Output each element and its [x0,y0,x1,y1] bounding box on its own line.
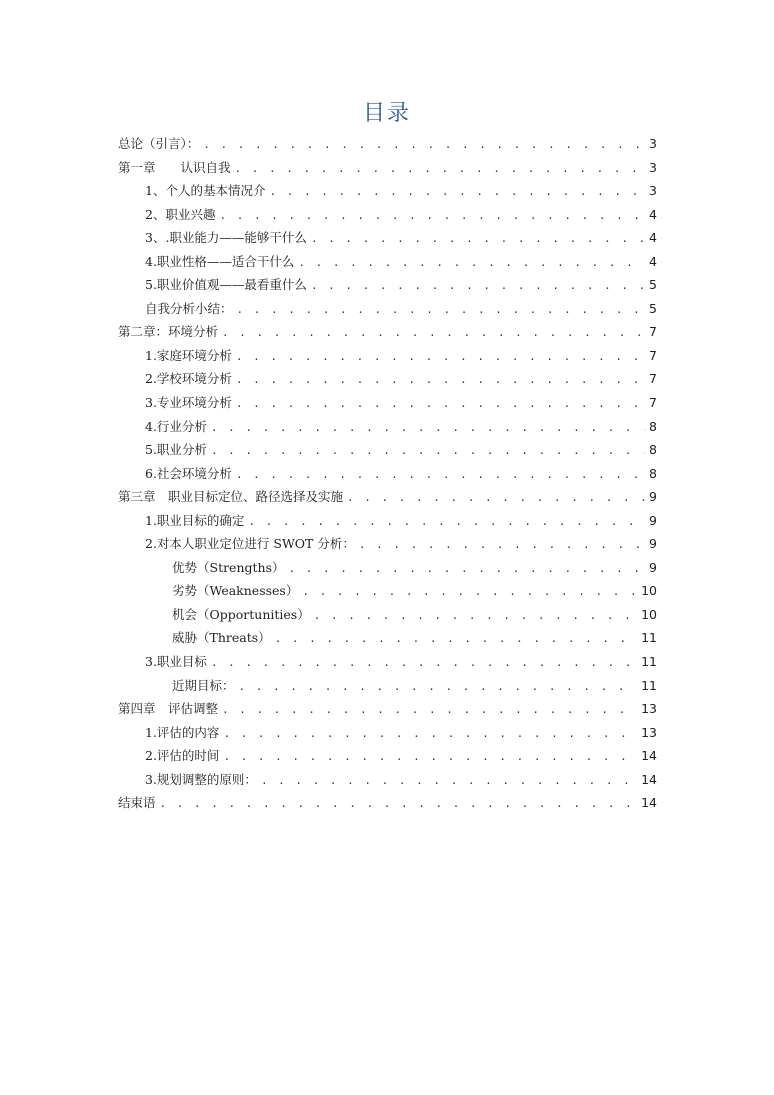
toc-entry-page: 9 [649,559,657,575]
toc-leader-dots [239,680,638,693]
toc-entry-page: 3 [649,159,657,175]
toc-entry[interactable] [118,770,657,794]
toc-entry-page: 5 [649,300,657,316]
toc-leader-dots [236,373,645,386]
toc-entry-page: 5 [649,277,657,293]
toc-leader-dots [302,585,637,598]
toc-entry-page: 10 [641,606,657,622]
toc-entry[interactable] [118,652,657,676]
toc-entry-label: 5.职业价值观——最看重什么 [145,277,307,293]
toc-leader-dots [275,632,637,645]
toc-entry-label: 2.对本人职业定位进行 SWOT 分析： [145,536,355,552]
toc-title: 目录 [362,101,411,126]
toc-entry-label: 1.评估的内容 [145,724,220,740]
toc-entry-label: 第四章 评估调整 [118,701,219,717]
toc-entry[interactable] [118,252,657,276]
toc-entry-label: 2.学校环境分析 [145,371,232,387]
toc-entry[interactable] [118,487,657,511]
toc-leader-dots [314,609,637,622]
toc-entry-page: 13 [641,724,657,740]
toc-entry-label: 1、个人的基本情况介 [145,183,266,199]
toc-entry-label: 优势（Strengths） [172,559,285,575]
toc-entry-page: 14 [641,748,657,764]
toc-entry-label: 3、.职业能力——能够干什么 [145,230,307,246]
toc-leader-dots [236,350,645,363]
toc-leader-dots [261,774,637,787]
toc-leader-dots [236,397,645,410]
toc-entry-label: 近期目标： [172,677,235,693]
toc-entry[interactable] [118,534,657,558]
toc-entry-label: 劣势（Weaknesses） [172,583,299,599]
toc-entry-label: 结束语 [118,795,156,811]
toc-entry-page: 4 [649,230,657,246]
toc-entry-page: 7 [649,371,657,387]
toc-entry[interactable] [118,511,657,535]
toc-entry-page: 4 [649,253,657,269]
toc-entry-label: 3.专业环境分析 [145,395,232,411]
toc-leader-dots [235,162,646,175]
toc-entry-label: 2.评估的时间 [145,748,220,764]
toc-entry[interactable] [118,746,657,770]
toc-entry[interactable] [118,464,657,488]
toc-entry-label: 第一章 认识自我 [118,159,231,175]
toc-entry-page: 14 [641,795,657,811]
toc-entry[interactable] [118,417,657,441]
toc-entry-page: 10 [641,583,657,599]
toc-entry-label: 5.职业分析 [145,442,207,458]
toc-entry[interactable] [118,134,657,158]
toc-entry-label: 6.社会环境分析 [145,465,232,481]
toc-leader-dots [237,303,646,316]
toc-leader-dots [223,727,637,740]
toc-entry-label: 第三章 职业目标定位、路径选择及实施 [118,489,344,505]
toc-entry-page: 7 [649,324,657,340]
toc-leader-dots [222,703,637,716]
toc-entry[interactable] [118,793,657,817]
toc-entry-label: 机会（Opportunities） [172,606,310,622]
toc-entry[interactable] [118,228,657,252]
toc-entry-page: 3 [649,183,657,199]
toc-entry-label: 1.家庭环境分析 [145,347,232,363]
toc-leader-dots [211,656,637,669]
toc-entry[interactable] [118,275,657,299]
toc-entry-page: 7 [649,347,657,363]
toc-entry[interactable] [118,723,657,747]
toc-entry[interactable] [118,158,657,182]
table-of-contents [118,134,657,817]
toc-entry-label: 4.行业分析 [145,418,207,434]
toc-entry-label: 1.职业目标的确定 [145,512,245,528]
toc-entry[interactable] [118,181,657,205]
toc-entry-page: 11 [641,654,657,670]
toc-leader-dots [311,232,645,245]
toc-entry[interactable] [118,299,657,323]
toc-leader-dots [248,515,645,528]
toc-entry-page: 3 [649,136,657,151]
toc-entry[interactable] [118,322,657,346]
toc-leader-dots [223,750,637,763]
toc-leader-dots [298,256,645,269]
toc-entry-label: 3.职业目标 [145,654,207,670]
toc-entry[interactable] [118,369,657,393]
toc-leader-dots [311,279,645,292]
toc-entry[interactable] [118,676,657,700]
toc-entry-page: 4 [649,206,657,222]
toc-leader-dots [269,185,645,198]
toc-entry-label: 自我分析小结： [145,300,233,316]
toc-entry-label: 3.规划调整的原则： [145,771,257,787]
toc-leader-dots [219,209,645,222]
toc-entry[interactable] [118,440,657,464]
toc-entry-page: 14 [641,771,657,787]
toc-leader-dots [359,538,645,551]
toc-entry[interactable] [118,558,657,582]
toc-entry-page: 9 [649,512,657,528]
toc-leader-dots [222,326,645,339]
toc-entry-label: 2、职业兴趣 [145,206,216,222]
toc-entry-page: 8 [649,418,657,434]
toc-entry-label: 威胁（Threats） [172,630,271,646]
toc-entry-page: 11 [641,677,657,693]
toc-leader-dots [347,491,645,504]
toc-entry[interactable] [118,346,657,370]
toc-entry-page: 13 [641,701,657,717]
toc-entry[interactable] [118,205,657,229]
toc-entry-label: 总论（引言）： [118,136,200,151]
toc-entry-page: 7 [649,395,657,411]
toc-entry[interactable] [118,699,657,723]
toc-entry[interactable] [118,628,657,652]
toc-entry[interactable] [118,605,657,629]
toc-entry[interactable] [118,393,657,417]
toc-leader-dots [289,562,646,575]
toc-leader-dots [211,421,645,434]
toc-leader-dots [160,797,638,810]
toc-entry-page: 9 [649,489,657,505]
toc-entry-label: 4.职业性格——适合干什么 [145,253,295,269]
toc-entry-page: 9 [649,536,657,552]
toc-entry-page: 8 [649,465,657,481]
toc-entry[interactable] [118,581,657,605]
toc-entry-page: 8 [649,442,657,458]
toc-leader-dots [236,468,645,481]
toc-entry-label: 第二章：环境分析 [118,324,219,340]
toc-leader-dots [203,138,645,151]
toc-leader-dots [211,444,645,457]
toc-entry-page: 11 [641,630,657,646]
